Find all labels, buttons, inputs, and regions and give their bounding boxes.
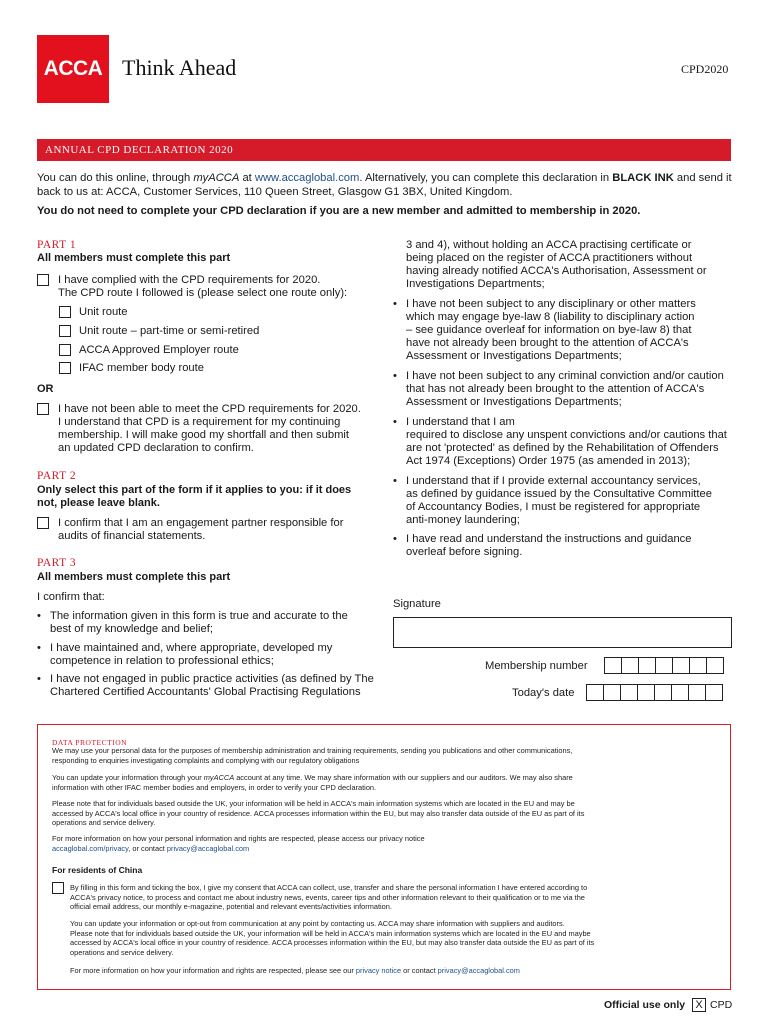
privacy-email-link[interactable]: privacy@accaglobal.com bbox=[166, 843, 250, 853]
part2-engagement-checkbox[interactable] bbox=[37, 517, 49, 529]
todays-date-field[interactable] bbox=[586, 684, 722, 701]
china-privacy-notice-link[interactable]: privacy notice bbox=[355, 966, 402, 975]
part1-complied-checkbox[interactable] bbox=[37, 274, 49, 286]
china-paragraph-3: For more information on how your information and rights are respected, please see our privacy notice or contact privacy@accaglobal.com bbox=[70, 966, 520, 975]
route-unit-label: Unit route bbox=[79, 306, 128, 318]
route-approved-employer-checkbox[interactable] bbox=[59, 344, 71, 356]
date-cell[interactable] bbox=[637, 684, 655, 701]
official-use-label: Official use only bbox=[604, 999, 686, 1011]
route-ifac-label: IFAC member body route bbox=[79, 362, 204, 374]
digit-cell[interactable] bbox=[689, 657, 707, 674]
china-paragraph-1: By filling in this form and ticking the box, I give my consent that ACCA can collect, use, transfer and share the personal information I have entered according to ACCA's privacy notice, to process and contact me about industry news, events, career tips and other information relevant to their qualification or to me via the official email address, our monthly e-magazine, potential and relevant events/activities information. bbox=[70, 883, 588, 912]
china-consent-checkbox[interactable] bbox=[52, 882, 64, 894]
or-label: OR bbox=[37, 383, 54, 395]
part2-engagement-text: I confirm that I am an engagement partner responsible for audits of financial statements. bbox=[58, 517, 344, 542]
part3-heading: PART 3 bbox=[37, 557, 77, 569]
part3-bullet-3-continued: 3 and 4), without holding an ACCA practising certificate or being placed on the register of ACCA practitioners without having already notified ACCA's Authorisation, Assessment or Investigations Departments; bbox=[406, 239, 707, 290]
new-member-note: You do not need to complete your CPD declaration if you are a new member and admitted to membership in 2020. bbox=[37, 205, 641, 217]
part3-bullet-3: • I have not engaged in public practice activities (as defined by The Chartered Certified Accountants' Global Practising Regulations bbox=[50, 673, 385, 699]
route-ifac-checkbox[interactable] bbox=[59, 362, 71, 374]
part3-confirm: I confirm that: bbox=[37, 591, 105, 603]
route-part-time-label: Unit route – part-time or semi-retired bbox=[79, 325, 260, 337]
date-cell[interactable] bbox=[705, 684, 723, 701]
part3-bullet-8: • I have read and understand the instructions and guidance overleaf before signing. bbox=[406, 533, 691, 559]
data-protection-heading: DATA PROTECTION bbox=[52, 738, 128, 747]
date-cell[interactable] bbox=[654, 684, 672, 701]
signature-label: Signature bbox=[393, 598, 441, 610]
part1-not-met-text: I have not been able to meet the CPD requirements for 2020. I understand that CPD is a requirement for my continuing membership. I will make good my shortfall and then submit an updated CPD declaration to confirm. bbox=[58, 403, 361, 454]
route-unit-checkbox[interactable] bbox=[59, 306, 71, 318]
title-banner bbox=[37, 139, 731, 161]
part2-heading: PART 2 bbox=[37, 470, 77, 482]
official-use-code: CPD bbox=[710, 999, 733, 1011]
dp-paragraph-3: Please note that for individuals based outside the UK, your information will be held in ACCA's main information systems which are located in the EU and may be accessed by ACCA's local office in your country of residence. ACCA processes information within the EU, but may also transfer data outside of the EU as part of its operations and service delivery. bbox=[52, 799, 585, 828]
intro-paragraph: You can do this online, through myACCA at www.accaglobal.com. Alternatively, you can complete this declaration in BLACK INK and send it back to us at: ACCA, Customer Services, 110 Queen Street, Glasgow G1 3BX, United Kingdom. bbox=[37, 172, 732, 198]
form-code: CPD2020 bbox=[681, 62, 729, 76]
part1-not-met-checkbox[interactable] bbox=[37, 403, 49, 415]
dp-paragraph-4: For more information on how your personal information and rights are respected, please access our privacy notice accaglobal.com/privacy, or contact privacy@accaglobal.com bbox=[52, 834, 425, 853]
date-cell[interactable] bbox=[603, 684, 621, 701]
part3-bullet-2: • I have maintained and, where appropriate, developed my competence in relation to professional ethics; bbox=[50, 642, 380, 668]
part2-sub: Only select this part of the form if it applies to you: if it does not, please leave blank. bbox=[37, 484, 352, 509]
tagline: Think Ahead bbox=[122, 55, 237, 80]
acca-logo bbox=[37, 35, 109, 103]
signature-field[interactable] bbox=[393, 617, 732, 648]
digit-cell[interactable] bbox=[672, 657, 690, 674]
digit-cell[interactable] bbox=[604, 657, 622, 674]
privacy-link[interactable]: accaglobal.com/privacy bbox=[52, 843, 129, 853]
part3-bullet-6: • I understand that I am required to disclose any unspent convictions and/or cautions that are not 'protected' as defined by the Rehabilitation of Offenders Act 1974 (Exceptions) Order 1975 (as amended in 2013); bbox=[406, 416, 727, 468]
todays-date-label: Today's date bbox=[512, 687, 575, 699]
dp-paragraph-2: You can update your information through your myACCA account at any time. We may share information with our suppliers and our auditors. We may also share information with other IFAC member bodies and employers, in order to verify your CPD declaration. bbox=[52, 773, 573, 792]
part3-bullet-7: • I understand that if I provide external accountancy services, as defined by guidance issued by the Consultative Committee of Accountancy Bodies, I must be registered for appropriate anti-money laundering; bbox=[406, 475, 712, 527]
part3-bullet-1: • The information given in this form is true and accurate to the best of my knowledge and belief; bbox=[50, 610, 380, 636]
part1-heading: PART 1 bbox=[37, 239, 77, 251]
digit-cell[interactable] bbox=[638, 657, 656, 674]
china-paragraph-2: You can update your information or opt-out from communication at any point by contacting us. ACCA may share information with suppliers and auditors. Please note that for individuals based outside the UK, your information will be held in ACCA's main information systems which are located in the EU and maybe accessed by ACCA's local office in your country of residence. ACCA processes information within the EU, but may also transfer data outside the EU as part of its operations and service delivery. bbox=[70, 919, 595, 957]
website-link[interactable]: www.accaglobal.com bbox=[254, 172, 360, 184]
route-part-time-checkbox[interactable] bbox=[59, 325, 71, 337]
china-heading: For residents of China bbox=[52, 865, 143, 875]
china-privacy-email-link[interactable]: privacy@accaglobal.com bbox=[437, 966, 520, 975]
membership-number-label: Membership number bbox=[485, 660, 588, 672]
part3-bullet-4: • I have not been subject to any disciplinary or other matters which may engage bye-law 8 (liability to disciplinary action – see guidance overleaf for information on bye-law 8) that have not already been brought to the attention of ACCA's Assessment or Investigations Departments; bbox=[406, 298, 696, 363]
part3-bullet-5: • I have not been subject to any criminal conviction and/or caution that has not already been brought to the attention of ACCA's Assessment or Investigations Departments; bbox=[406, 370, 724, 409]
date-cell[interactable] bbox=[586, 684, 604, 701]
dp-paragraph-1: We may use your personal data for the purposes of membership administration and training requirements, sending you publications and other communications, responding to enquiries investigating complaints and complying with our regulatory obligations bbox=[52, 746, 573, 765]
digit-cell[interactable] bbox=[621, 657, 639, 674]
banner-title: ANNUAL CPD DECLARATION 2020 bbox=[45, 144, 234, 156]
official-use-box: X bbox=[692, 998, 706, 1012]
digit-cell[interactable] bbox=[655, 657, 673, 674]
membership-number-field[interactable] bbox=[604, 657, 723, 674]
logo-text: ACCA bbox=[43, 57, 103, 80]
part3-sub: All members must complete this part bbox=[37, 571, 231, 583]
part1-complied-text: I have complied with the CPD requirements for 2020. The CPD route I followed is (please select one route only): bbox=[58, 274, 348, 299]
date-cell[interactable] bbox=[671, 684, 689, 701]
date-cell[interactable] bbox=[688, 684, 706, 701]
digit-cell[interactable] bbox=[706, 657, 724, 674]
date-cell[interactable] bbox=[620, 684, 638, 701]
route-approved-employer-label: ACCA Approved Employer route bbox=[79, 344, 239, 356]
part1-sub: All members must complete this part bbox=[37, 252, 231, 264]
